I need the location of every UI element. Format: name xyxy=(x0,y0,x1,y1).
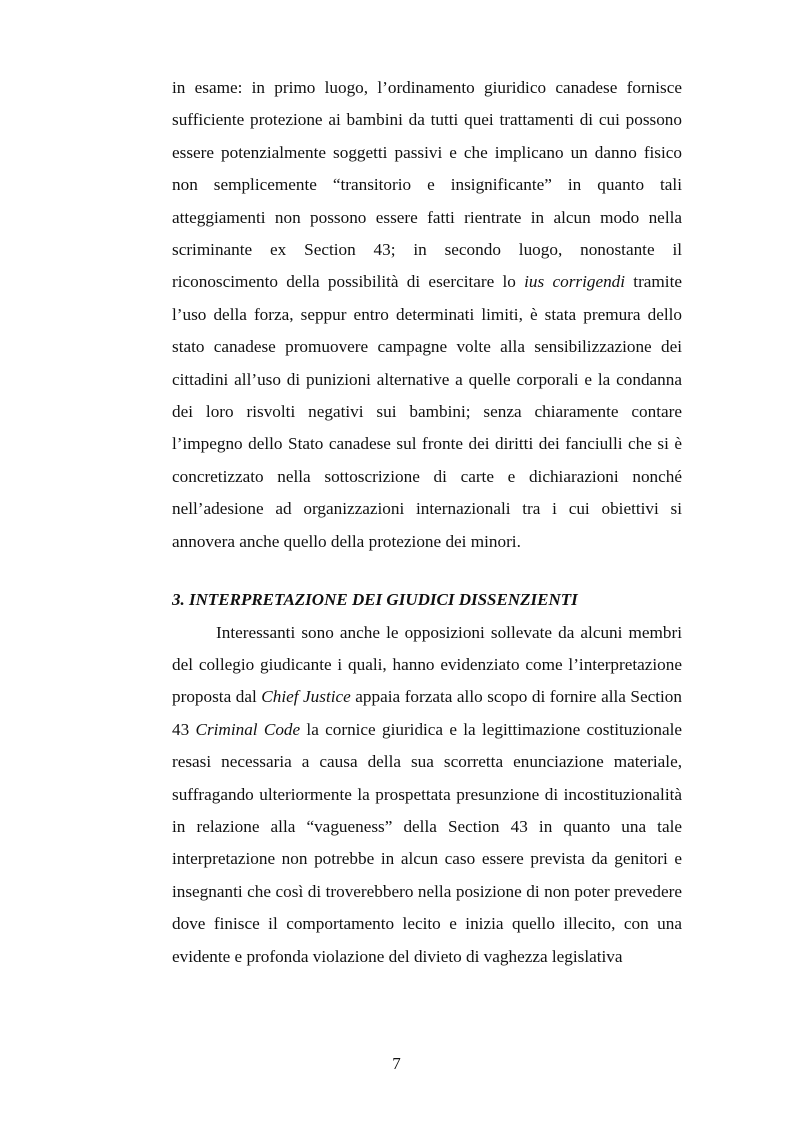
spacer xyxy=(172,558,682,584)
paragraph-text: la cornice giuridica e la legittimazione costituzionale resasi necessaria a causa della sua scorretta enunciazione materiale, suffragando ulteriormente la prospettata presunzione di incostituzionalità in relazione alla “vagueness” della Section 43 in quanto una tale interpretazione non potrebbe in alcun caso essere prevista da genitori e insegnanti che così di troverebbero nella posizione di non poter prevedere dove finisce il comportamento lecito e inizia quello illecito, con una evidente e profonda violazione del divieto di vaghezza legislativa xyxy=(172,719,683,966)
page-number: 7 xyxy=(392,1054,401,1073)
paragraph-text: Interessanti sono anche le opposizioni sollevate da alcuni membri del collegio giudicante i quali, hanno evidenziato come l’interpretazione proposta dal xyxy=(172,622,682,707)
paragraph-text: tramite l’uso della forza, seppur entro determinati limiti, è stata premura dello stato canadese promuovere campagne volte alla sensibilizzazione dei cittadini all’uso di punizioni alternative a quelle corporali e la condanna dei loro risvolti negativi sui bambini; senza chiaramente contare l’impegno dello Stato canadese sul fronte dei diritti dei fanciulli che si è concretizzato nella sottoscrizione di carte e dichiarazioni nonché nell’adesione ad organizzazioni internazionali tra i cui obiettivi si annovera anche quello della protezione dei minori. xyxy=(172,272,682,551)
paragraph xyxy=(172,617,682,973)
italic-term: Criminal Code xyxy=(195,719,301,739)
paragraph-continued xyxy=(172,72,682,558)
paragraph-text: appaia forzata allo scopo di fornire alla Section 43 xyxy=(172,687,682,739)
text-column xyxy=(172,72,682,973)
section-heading: 3. INTERPRETAZIONE DEI GIUDICI DISSENZIENTI xyxy=(172,590,578,610)
italic-term: ius corrigendi xyxy=(524,272,626,292)
paragraph-text: in esame: in primo luogo, l’ordinamento giuridico canadese fornisce sufficiente protezione ai bambini da tutti quei trattamenti di cui possono essere potenzialmente soggetti passivi e che implicano un danno fisico non semplicemente “transitorio e insignificante” in quanto tali atteggiamenti non possono essere fatti rientrate in alcun modo nella scriminante ex Section 43; in secondo luogo, nonostante il riconoscimento della possibilità di esercitare lo xyxy=(172,78,682,292)
italic-term: Chief Justice xyxy=(261,687,351,707)
